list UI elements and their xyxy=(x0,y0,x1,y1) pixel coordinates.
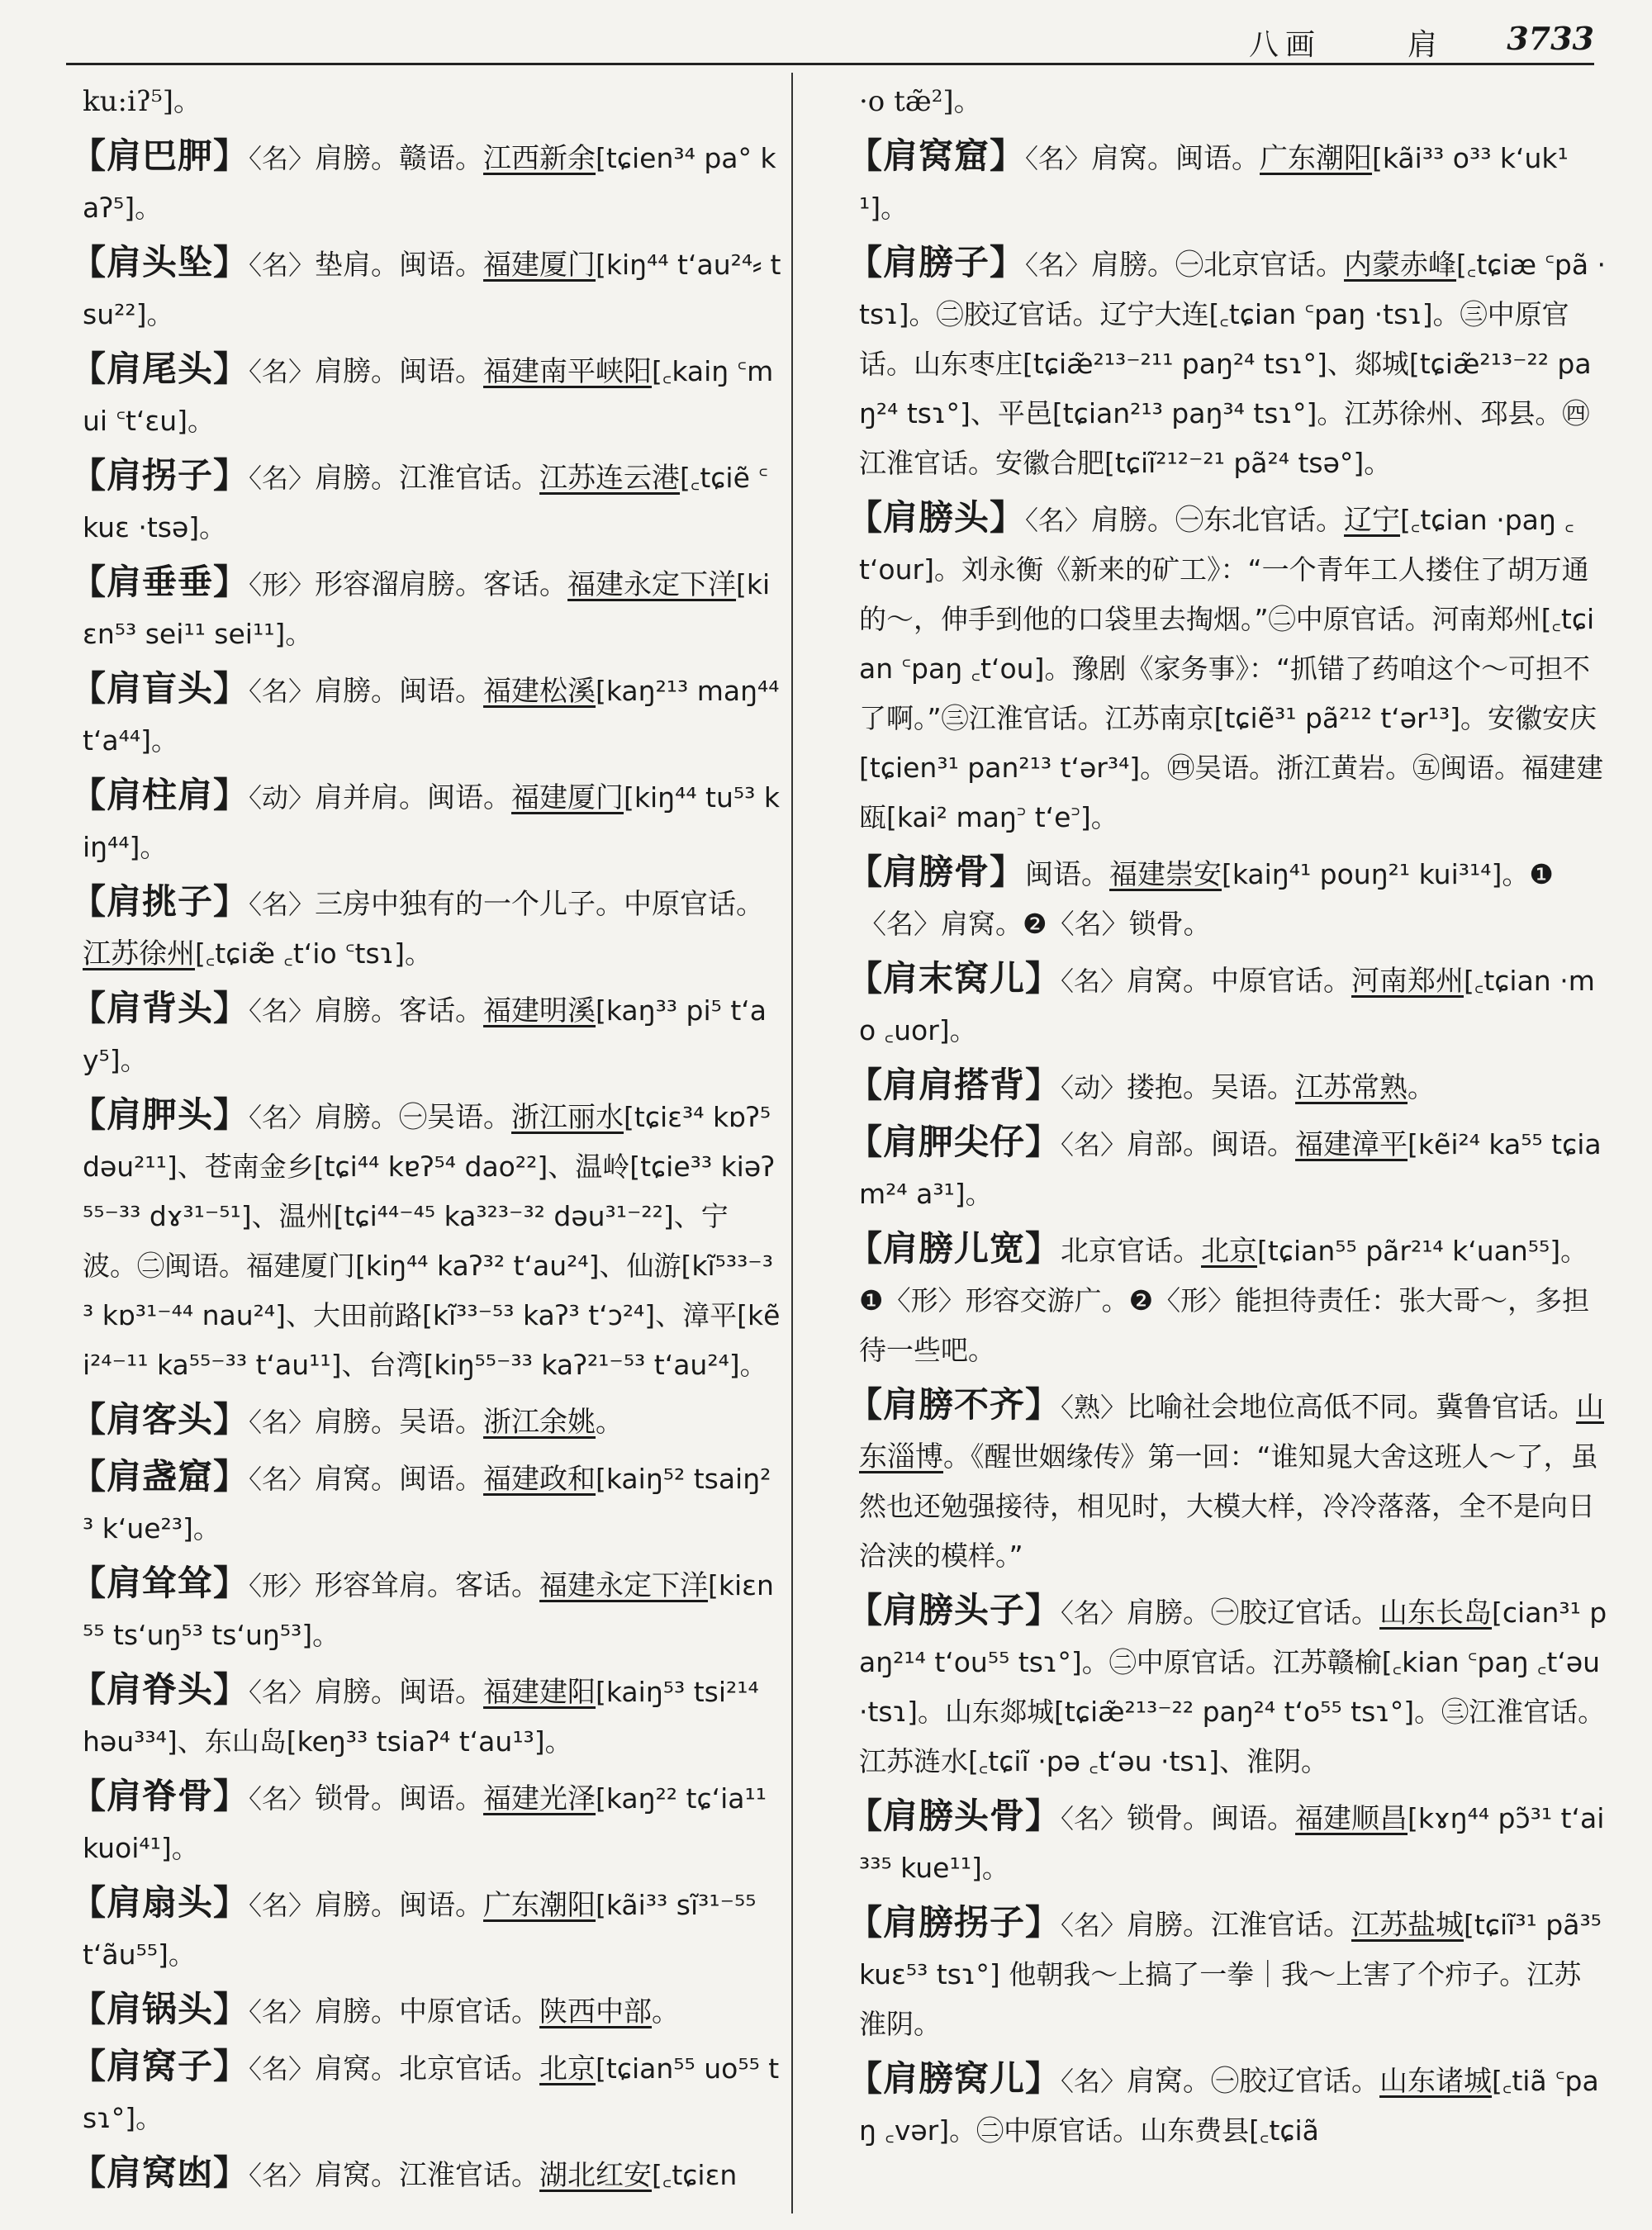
dictionary-entry xyxy=(847,1586,1607,1786)
entry-pronunciation: [kaiŋ⁴¹ pouŋ²¹ kui³¹⁴]。❶〈名〉肩窝。❷〈名〉锁骨。 xyxy=(859,858,1554,940)
entry-pronunciation: [kiŋ⁴⁴ tu⁵³ kiŋ⁴⁴]。 xyxy=(83,781,780,863)
part-of-speech: 〈名〉 xyxy=(249,2053,316,2085)
part-of-speech: 〈名〉 xyxy=(249,463,316,494)
entry-pronunciation: [tɕien³⁴ pa° kaʔ⁵]。 xyxy=(83,142,776,224)
entry-headword: 【肩膀儿宽】 xyxy=(847,1228,1061,1269)
location-name: 江西新余 xyxy=(483,142,596,175)
part-of-speech: 〈形〉 xyxy=(249,569,316,600)
dictionary-entry xyxy=(847,238,1607,488)
location-name: 福建厦门 xyxy=(483,249,596,282)
entry-definition: 垫肩。闽语。 xyxy=(315,249,484,282)
left-entries xyxy=(71,131,781,2200)
entry-pronunciation: [꜀tɕiæ ꜂pã ·tsɿ]。㊁胶辽官话。辽宁大连[꜀tɕian ꜂paŋ ·tsɿ]。㊂中原官话。山东枣庄[tɕiæ̃²¹³⁻²¹¹ paŋ²⁴ tsɿ°]、郯城[tɕiæ̃²¹³⁻²² paŋ²⁴ tsɿ°]、平邑[tɕian²¹³ paŋ³⁴ tsɿ°]。江苏徐州、邳县。㊃江淮官话。安徽合肥[tɕiĩ²¹²⁻²¹ pã²⁴ tsə°]。 xyxy=(859,249,1607,479)
dictionary-entry xyxy=(847,1791,1607,1893)
entry-headword: 【肩拐子】 xyxy=(71,455,249,496)
dictionary-entry xyxy=(71,451,781,553)
dictionary-entry xyxy=(71,2042,781,2143)
location-name: 江苏常熟 xyxy=(1295,1071,1408,1104)
part-of-speech: 〈名〉 xyxy=(249,356,316,387)
entry-definition: 肩窝。闽语。 xyxy=(315,1463,484,1496)
entry-headword: 【肩膀骨】 xyxy=(847,852,1026,892)
location-name: 陕西中部 xyxy=(539,1995,653,2028)
dictionary-entry xyxy=(847,1898,1607,2049)
entry-pronunciation: [꜀tɕian ·mo ꜀uor]。 xyxy=(859,965,1595,1046)
location-name: 辽宁 xyxy=(1344,504,1401,537)
entry-definition: 肩并肩。闽语。 xyxy=(315,781,512,814)
entry-headword: 【肩膀窝儿】 xyxy=(847,2058,1061,2099)
entry-definition: 肩窝。中原官话。 xyxy=(1127,965,1352,998)
location-name: 广东潮阳 xyxy=(483,1889,596,1922)
entry-definition: 肩窝。闽语。 xyxy=(1091,142,1260,175)
entry-definition: 肩膀。江淮官话。 xyxy=(315,462,540,495)
part-of-speech: 〈名〉 xyxy=(249,889,316,920)
right-entries xyxy=(847,131,1607,2156)
dictionary-entry xyxy=(847,1224,1607,1375)
entry-pronunciation: 。《醒世姻缘传》第一回：“谁知晁大舍这班人～了，虽然也还勉强接待，相见时，大模大样，冷冷落落，全不是向日洽浃的模样。” xyxy=(859,1440,1598,1572)
entry-definition: 肩窝。北京官话。 xyxy=(315,2052,540,2085)
dictionary-entry xyxy=(847,1060,1607,1113)
location-name: 浙江丽水 xyxy=(511,1101,624,1134)
location-name: 福建崇安 xyxy=(1109,858,1222,891)
dictionary-entry xyxy=(847,1380,1607,1581)
dictionary-entry xyxy=(847,1117,1607,1219)
entry-definition: 锁骨。闽语。 xyxy=(315,1782,484,1815)
entry-pronunciation: [kaiŋ⁵³ tsi²¹⁴ həu³³⁴]、东山岛[keŋ³³ tsiaʔ⁴ t‘au¹³]。 xyxy=(83,1676,759,1758)
part-of-speech: 〈名〉 xyxy=(249,1464,316,1495)
location-name: 福建建阳 xyxy=(483,1676,596,1709)
location-name: 广东潮阳 xyxy=(1260,142,1373,175)
location-name: 福建永定下洋 xyxy=(567,568,737,601)
part-of-speech: 〈名〉 xyxy=(1061,1129,1127,1160)
dictionary-entry xyxy=(847,2054,1607,2156)
entry-definition: 肩窝。江淮官话。 xyxy=(315,2159,540,2192)
dictionary-entry xyxy=(71,1665,781,1767)
section-label: 八画 xyxy=(1248,28,1322,62)
part-of-speech: 〈名〉 xyxy=(249,1677,316,1708)
part-of-speech: 〈名〉 xyxy=(1061,966,1127,997)
entry-definition: 肩膀。客话。 xyxy=(315,994,484,1027)
entry-pronunciation: [tɕian⁵⁵ pãr²¹⁴ k‘uan⁵⁵]。❶〈形〉形容交游广。❷〈形〉能担待责任：张大哥～，多担待一些吧。 xyxy=(859,1235,1590,1366)
dictionary-entry xyxy=(847,131,1607,233)
dictionary-entry xyxy=(71,238,781,339)
dictionary-entry xyxy=(71,1878,781,1980)
location-name: 江苏盐城 xyxy=(1351,1909,1464,1942)
dictionary-entry xyxy=(71,664,781,766)
part-of-speech: 〈名〉 xyxy=(1061,1803,1127,1834)
entry-headword: 【肩柱肩】 xyxy=(71,775,249,815)
entry-pronunciation: [꜀tiã ꜂paŋ ꜀vər]。㊁中原官话。山东费县[꜀tɕiã xyxy=(859,2065,1599,2147)
location-name: 山东淄博 xyxy=(859,1391,1605,1473)
dictionary-entry xyxy=(71,344,781,446)
entry-definition: 肩部。闽语。 xyxy=(1127,1128,1296,1161)
dictionary-entry xyxy=(71,558,781,659)
location-name: 浙江余姚 xyxy=(483,1406,596,1439)
entry-headword: 【肩末窝儿】 xyxy=(847,958,1061,999)
part-of-speech: 〈名〉 xyxy=(249,143,316,174)
location-name: 福建政和 xyxy=(483,1463,596,1496)
location-name: 湖北红安 xyxy=(539,2159,653,2192)
entry-headword: 【肩窝凼】 xyxy=(71,2152,249,2193)
entry-definition: 北京官话。 xyxy=(1061,1235,1202,1268)
dictionary-entry xyxy=(71,877,781,979)
continuation-text: ku:iʔ⁵]。 xyxy=(83,85,202,118)
entry-pronunciation: [kãi³³ sĩ³¹⁻⁵⁵ t‘ãu⁵⁵]。 xyxy=(83,1889,757,1971)
entry-pronunciation: [꜀tɕian ·paŋ ꜀t‘our]。刘永衡《新来的矿工》：“一个青年工人搂住了胡万通的～，伸手到他的口袋里去掏烟。”㊁中原官话。河南郑州[꜀tɕian ꜂paŋ ꜀t‘ou]。豫剧《家务事》：“抓错了药咱这个～可担不了啊。”㊂江淮官话。江苏南京[tɕiẽ³¹ pã²¹² t‘ər¹³]。安徽安庆[tɕien³¹ pan²¹³ t‘ər³⁴]。㊃吴语。浙江黄岩。㊄闽语。福建建瓯[kai² maŋ꜄ t‘e꜄]。 xyxy=(859,504,1604,833)
entry-pronunciation: [cian³¹ paŋ²¹⁴ t‘ou⁵⁵ tsɿ°]。㊁中原官话。江苏赣榆[꜀kian ꜂paŋ ꜀t‘əu ·tsɿ]。山东郯城[tɕiæ̃²¹³⁻²² paŋ²⁴ t‘o⁵⁵ tsɿ°]。㊂江淮官话。江苏涟水[꜀tɕiĩ ·pə ꜀t‘əu ·tsɿ]、淮阴。 xyxy=(859,1597,1607,1777)
entry-pronunciation: [kiɛn⁵³ sei¹¹ sei¹¹]。 xyxy=(83,568,771,650)
entry-headword: 【肩锅头】 xyxy=(71,1989,249,2029)
entry-pronunciation: [kaiŋ⁵² tsaiŋ²³ k‘ue²³]。 xyxy=(83,1463,771,1544)
entry-pronunciation: [kãi³³ o³³ k‘uk¹¹]。 xyxy=(859,142,1569,224)
entry-pronunciation: [kẽi²⁴ ka⁵⁵ tɕiam²⁴ a³¹]。 xyxy=(859,1128,1602,1210)
continuation-text: ·o tæ̃²]。 xyxy=(859,85,982,118)
entry-pronunciation: [kiŋ⁴⁴ t‘au²⁴⸗ tsu²²]。 xyxy=(83,249,781,330)
entry-headword: 【肩膀头】 xyxy=(847,497,1026,538)
part-of-speech: 〈名〉 xyxy=(249,1996,316,2028)
location-name: 福建顺昌 xyxy=(1295,1802,1408,1835)
entry-headword: 【肩耸耸】 xyxy=(71,1563,249,1603)
part-of-speech: 〈名〉 xyxy=(1061,1910,1127,1941)
entry-pronunciation: [kiɛn⁵⁵ ts‘uŋ⁵³ ts‘uŋ⁵³]。 xyxy=(83,1569,774,1651)
entry-definition: 肩膀。吴语。 xyxy=(315,1406,484,1439)
entry-headword: 【肩膀头骨】 xyxy=(847,1796,1061,1836)
entry-headword: 【肩巴胛】 xyxy=(71,135,249,176)
part-of-speech: 〈名〉 xyxy=(249,1890,316,1921)
dictionary-entry xyxy=(71,1559,781,1660)
dictionary-entry xyxy=(847,847,1607,949)
part-of-speech: 〈名〉 xyxy=(249,249,316,281)
entry-pronunciation: [꜀tɕiæ̃ ꜀t‘io ꜂tsɿ]。 xyxy=(195,937,433,970)
entry-headword: 【肩脊头】 xyxy=(71,1669,249,1710)
location-name: 福建光泽 xyxy=(483,1782,596,1815)
dictionary-entry xyxy=(71,1090,781,1390)
entry-definition: 肩膀。闽语。 xyxy=(315,1889,484,1922)
entry-headword: 【肩膀子】 xyxy=(847,242,1026,282)
entry-headword: 【肩头坠】 xyxy=(71,242,249,282)
page-number: 3733 xyxy=(1507,20,1594,57)
part-of-speech: 〈名〉 xyxy=(1025,143,1092,174)
entry-pronunciation: [kɤŋ⁴⁴ pɔ̃³¹ t‘ai³³⁵ kue¹¹]。 xyxy=(859,1802,1605,1884)
entry-definition: 肩膀。江淮官话。 xyxy=(1127,1909,1352,1942)
part-of-speech: 〈名〉 xyxy=(249,995,316,1027)
entry-definition: 形容耸肩。客话。 xyxy=(315,1569,540,1602)
dictionary-entry xyxy=(71,1395,781,1447)
location-name: 福建漳平 xyxy=(1295,1128,1408,1161)
entry-headword: 【肩尾头】 xyxy=(71,349,249,389)
part-of-speech: 〈动〉 xyxy=(1061,1072,1127,1103)
location-name: 山东长岛 xyxy=(1379,1597,1493,1630)
entry-pronunciation: [꜀tɕiɛn xyxy=(652,2159,738,2191)
entry-headword: 【肩窝子】 xyxy=(71,2046,249,2086)
part-of-speech: 〈动〉 xyxy=(249,782,316,814)
entry-headword: 【肩扇头】 xyxy=(71,1882,249,1923)
part-of-speech: 〈名〉 xyxy=(249,1407,316,1438)
entry-headword: 【肩膀拐子】 xyxy=(847,1902,1061,1943)
entry-definition: 肩窝。㊀胶辽官话。 xyxy=(1127,2065,1380,2098)
entry-headword: 【肩盲头】 xyxy=(71,668,249,709)
entry-definition: 锁骨。闽语。 xyxy=(1127,1802,1296,1835)
location-name: 山东诸城 xyxy=(1379,2065,1493,2098)
dictionary-entry xyxy=(71,984,781,1085)
column-divider xyxy=(791,73,793,2213)
entry-definition: 肩膀。㊀北京官话。 xyxy=(1091,249,1345,282)
location-name: 福建明溪 xyxy=(483,994,596,1027)
location-name: 北京 xyxy=(1201,1235,1258,1268)
entry-definition: 肩膀。中原官话。 xyxy=(315,1995,540,2028)
entry-definition: 形容溜肩膀。客话。 xyxy=(315,568,568,601)
dictionary-entry xyxy=(71,2148,781,2200)
entry-pronunciation: [꜀tɕiẽ ꜂kuɛ ·tsə]。 xyxy=(83,462,768,543)
entry-pronunciation: [kaŋ³³ pi⁵ t‘ay⁵]。 xyxy=(83,994,767,1076)
entry-definition: 肩膀。㊀胶辽官话。 xyxy=(1127,1597,1380,1630)
dictionary-entry xyxy=(71,131,781,233)
entry-headword: 【肩垂垂】 xyxy=(71,562,249,602)
page-header xyxy=(66,15,1594,65)
location-name: 北京 xyxy=(539,2052,596,2085)
entry-definition: 闽语。 xyxy=(1025,858,1110,891)
entry-headword: 【肩胛头】 xyxy=(71,1094,249,1135)
entry-definition: 肩膀。㊀吴语。 xyxy=(315,1101,512,1134)
entry-pronunciation: [tɕiɛ³⁴ kɒʔ⁵ dəu²¹¹]、苍南金乡[tɕi⁴⁴ kɐʔ⁵⁴ dao²²]、温岭[tɕie³³ kiəʔ⁵⁵⁻³³ dɤ³¹⁻⁵¹]、温州[tɕi⁴⁴⁻⁴⁵ ka³²³⁻³² dəu³¹⁻²²]、宁波。㊁闽语。福建厦门[kiŋ⁴⁴ kaʔ³² t‘au²⁴]、仙游[kĩ⁵³³⁻³³ kɒ³¹⁻⁴⁴ nau²⁴]、大田前路[kĩ³³⁻⁵³ kaʔ³ t‘ɔ²⁴]、漳平[kẽi²⁴⁻¹¹ ka⁵⁵⁻³³ t‘au¹¹]、台湾[kiŋ⁵⁵⁻³³ kaʔ²¹⁻⁵³ t‘au²⁴]。 xyxy=(83,1101,781,1381)
left-column xyxy=(71,78,781,2205)
guide-headword: 肩 xyxy=(1407,28,1437,62)
entry-definition: 肩膀。闽语。 xyxy=(315,355,484,388)
location-name: 福建厦门 xyxy=(511,781,624,814)
entry-pronunciation: [kaŋ²¹³ maŋ⁴⁴ t‘a⁴⁴]。 xyxy=(83,675,780,757)
part-of-speech: 〈名〉 xyxy=(1061,1597,1127,1629)
part-of-speech: 〈名〉 xyxy=(1025,505,1092,536)
entry-definition: 三房中独有的一个儿子。中原官话。 xyxy=(315,888,765,921)
dictionary-entry xyxy=(847,954,1607,1056)
location-name: 内蒙赤峰 xyxy=(1344,249,1457,282)
dictionary-entry xyxy=(71,1985,781,2037)
entry-headword: 【肩膀不齐】 xyxy=(847,1384,1061,1425)
dictionary-entry xyxy=(71,1452,781,1554)
part-of-speech: 〈名〉 xyxy=(249,1783,316,1815)
location-name: 江苏连云港 xyxy=(539,462,681,495)
location-name: 福建南平峡阳 xyxy=(483,355,653,388)
entry-headword: 【肩挑子】 xyxy=(71,881,249,922)
entry-definition: 肩膀。闽语。 xyxy=(315,1676,484,1709)
entry-headword: 【肩脊骨】 xyxy=(71,1776,249,1816)
entry-headword: 【肩客头】 xyxy=(71,1399,249,1440)
dictionary-entry xyxy=(71,1772,781,1873)
location-name: 河南郑州 xyxy=(1351,965,1464,998)
right-column xyxy=(847,78,1607,2161)
entry-headword: 【肩窝窟】 xyxy=(847,135,1026,176)
entry-headword: 【肩肩搭背】 xyxy=(847,1065,1061,1105)
entry-definition: 肩膀。㊀东北官话。 xyxy=(1091,504,1345,537)
entry-definition: 搂抱。吴语。 xyxy=(1127,1071,1296,1104)
entry-headword: 【肩盏窟】 xyxy=(71,1456,249,1497)
entry-pronunciation: 。 xyxy=(1408,1071,1436,1103)
dictionary-entry xyxy=(847,493,1607,842)
entry-headword: 【肩背头】 xyxy=(71,988,249,1028)
entry-definition: 肩膀。赣语。 xyxy=(315,142,484,175)
part-of-speech: 〈名〉 xyxy=(1061,2066,1127,2097)
entry-pronunciation: 。 xyxy=(652,1995,680,2028)
part-of-speech: 〈名〉 xyxy=(1025,249,1092,281)
part-of-speech: 〈名〉 xyxy=(249,1102,316,1133)
part-of-speech: 〈名〉 xyxy=(249,676,316,707)
entry-headword: 【肩膀头子】 xyxy=(847,1590,1061,1630)
entry-pronunciation: [tɕian⁵⁵ uo⁵⁵ tsɿ°]。 xyxy=(83,2052,780,2134)
entry-definition: 比喻社会地位高低不同。冀鲁官话。 xyxy=(1127,1391,1577,1424)
part-of-speech: 〈熟〉 xyxy=(1061,1392,1127,1423)
entry-pronunciation: [kaŋ²² tɕ‘ia¹¹ kuoi⁴¹]。 xyxy=(83,1782,767,1864)
entry-definition: 肩膀。闽语。 xyxy=(315,675,484,708)
location-name: 江苏徐州 xyxy=(83,937,195,970)
part-of-speech: 〈形〉 xyxy=(249,1570,316,1601)
entry-pronunciation: [꜀kaiŋ ꜂mui ꜂t‘ɛu]。 xyxy=(83,355,774,437)
dictionary-entry xyxy=(71,771,781,872)
location-name: 福建永定下洋 xyxy=(539,1569,709,1602)
location-name: 福建松溪 xyxy=(483,675,596,708)
entry-pronunciation: 。 xyxy=(596,1406,624,1438)
entry-headword: 【肩胛尖仔】 xyxy=(847,1122,1061,1162)
part-of-speech: 〈名〉 xyxy=(249,2160,316,2191)
entry-pronunciation: [tɕiĩ³¹ pã³⁵ kuɛ⁵³ tsɿ°] 他朝我～上搞了一拳｜我～上害了个疖子。江苏淮阴。 xyxy=(859,1909,1602,2040)
